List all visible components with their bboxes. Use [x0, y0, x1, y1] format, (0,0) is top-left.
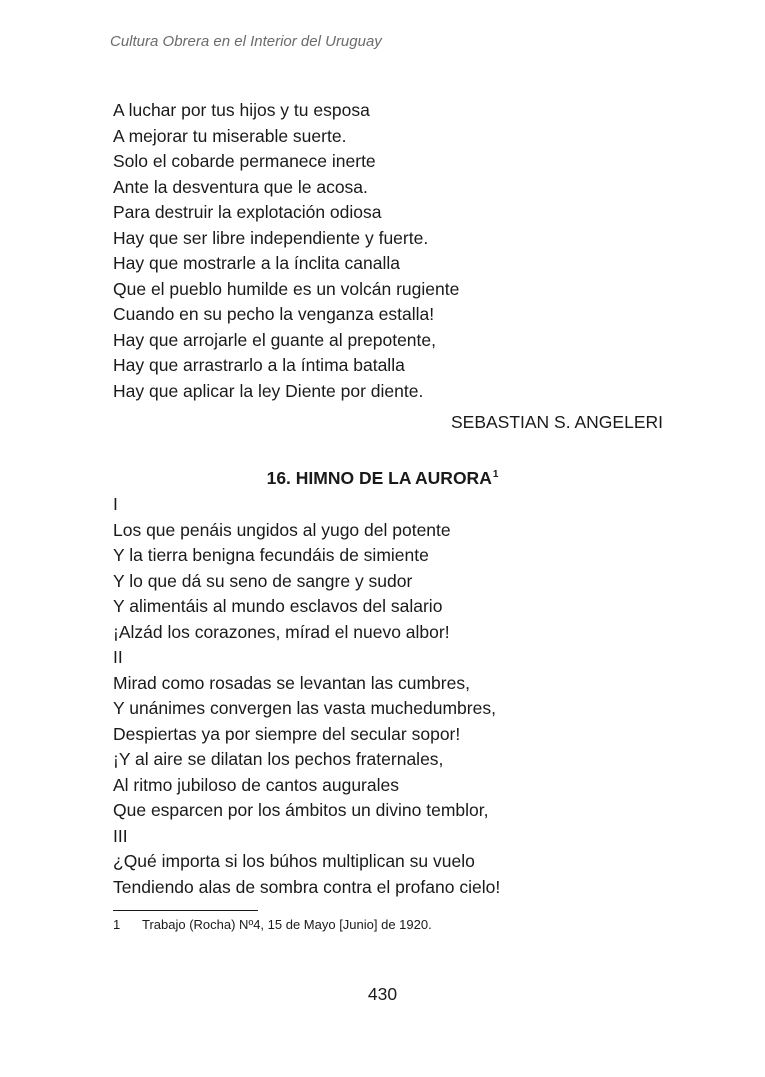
verse-line: Despiertas ya por siempre del secular sopor! — [113, 723, 461, 744]
verse-line: ¡Y al aire se dilatan los pechos fraternales, — [113, 749, 444, 769]
verse-line: Hay que arrojarle el guante al prepotente, — [113, 329, 436, 350]
footnote-divider — [113, 910, 258, 911]
section-title-text: 16. HIMNO DE LA AURORA — [266, 468, 492, 488]
verse-line: Y lo que dá su seno de sangre y sudor — [113, 570, 413, 591]
footnote-text: Trabajo (Rocha) Nº4, 15 de Mayo [Junio] de 1920. — [142, 917, 432, 932]
running-header: Cultura Obrera en el Interior del Uruguay — [110, 33, 382, 50]
stanza-number: III — [113, 825, 128, 846]
stanza-number: II — [113, 647, 123, 667]
footnote — [113, 916, 432, 934]
poem-angeleri — [113, 98, 673, 404]
page-number: 430 — [367, 984, 398, 1004]
footnote-reference[interactable]: 1 — [492, 469, 499, 480]
verse-line: Cuando en su pecho la venganza estalla! — [113, 304, 435, 324]
verse-line: ¿Qué importa si los búhos multiplican su vuelo — [113, 851, 475, 871]
verse-line: A mejorar tu miserable suerte. — [113, 125, 347, 146]
verse-line: Hay que mostrarle a la ínclita canalla — [113, 253, 400, 273]
verse-line: Que el pueblo humilde es un volcán rugiente — [113, 278, 460, 299]
verse-line: Tendiendo alas de sombra contra el profano cielo! — [113, 876, 501, 897]
verse-line: Hay que ser libre independiente y fuerte. — [113, 227, 429, 248]
verse-line: Y alimentáis al mundo esclavos del salario — [113, 596, 443, 616]
verse-line: Hay que arrastrarlo a la íntima batalla — [113, 355, 405, 375]
footnote-number: 1 — [113, 917, 121, 932]
verse-line: Solo el cobarde permanece inerte — [113, 151, 376, 171]
verse-line: Los que penáis ungidos al yugo del potente — [113, 519, 451, 540]
verse-line: Al ritmo jubiloso de cantos augurales — [113, 774, 399, 795]
verse-line: ¡Alzád los corazones, mírad el nuevo albor! — [113, 621, 450, 642]
verse-line: Ante la desventura que le acosa. — [113, 176, 368, 197]
poem-himno-de-la-aurora — [113, 492, 673, 900]
verse-line: A luchar por tus hijos y tu esposa — [113, 100, 370, 120]
verse-line: Para destruir la explotación odiosa — [113, 202, 382, 222]
verse-line: Y unánimes convergen las vasta muchedumbres, — [113, 698, 496, 718]
poem-author: SEBASTIAN S. ANGELERI — [450, 412, 663, 432]
verse-line: Hay que aplicar la ley Diente por diente. — [113, 380, 424, 401]
verse-line: Y la tierra benigna fecundáis de simiente — [113, 545, 429, 565]
section-title — [0, 462, 765, 491]
verse-line: Mirad como rosadas se levantan las cumbres, — [113, 672, 470, 693]
verse-line: Que esparcen por los ámbitos un divino temblor, — [113, 800, 489, 820]
stanza-number: I — [113, 494, 118, 514]
